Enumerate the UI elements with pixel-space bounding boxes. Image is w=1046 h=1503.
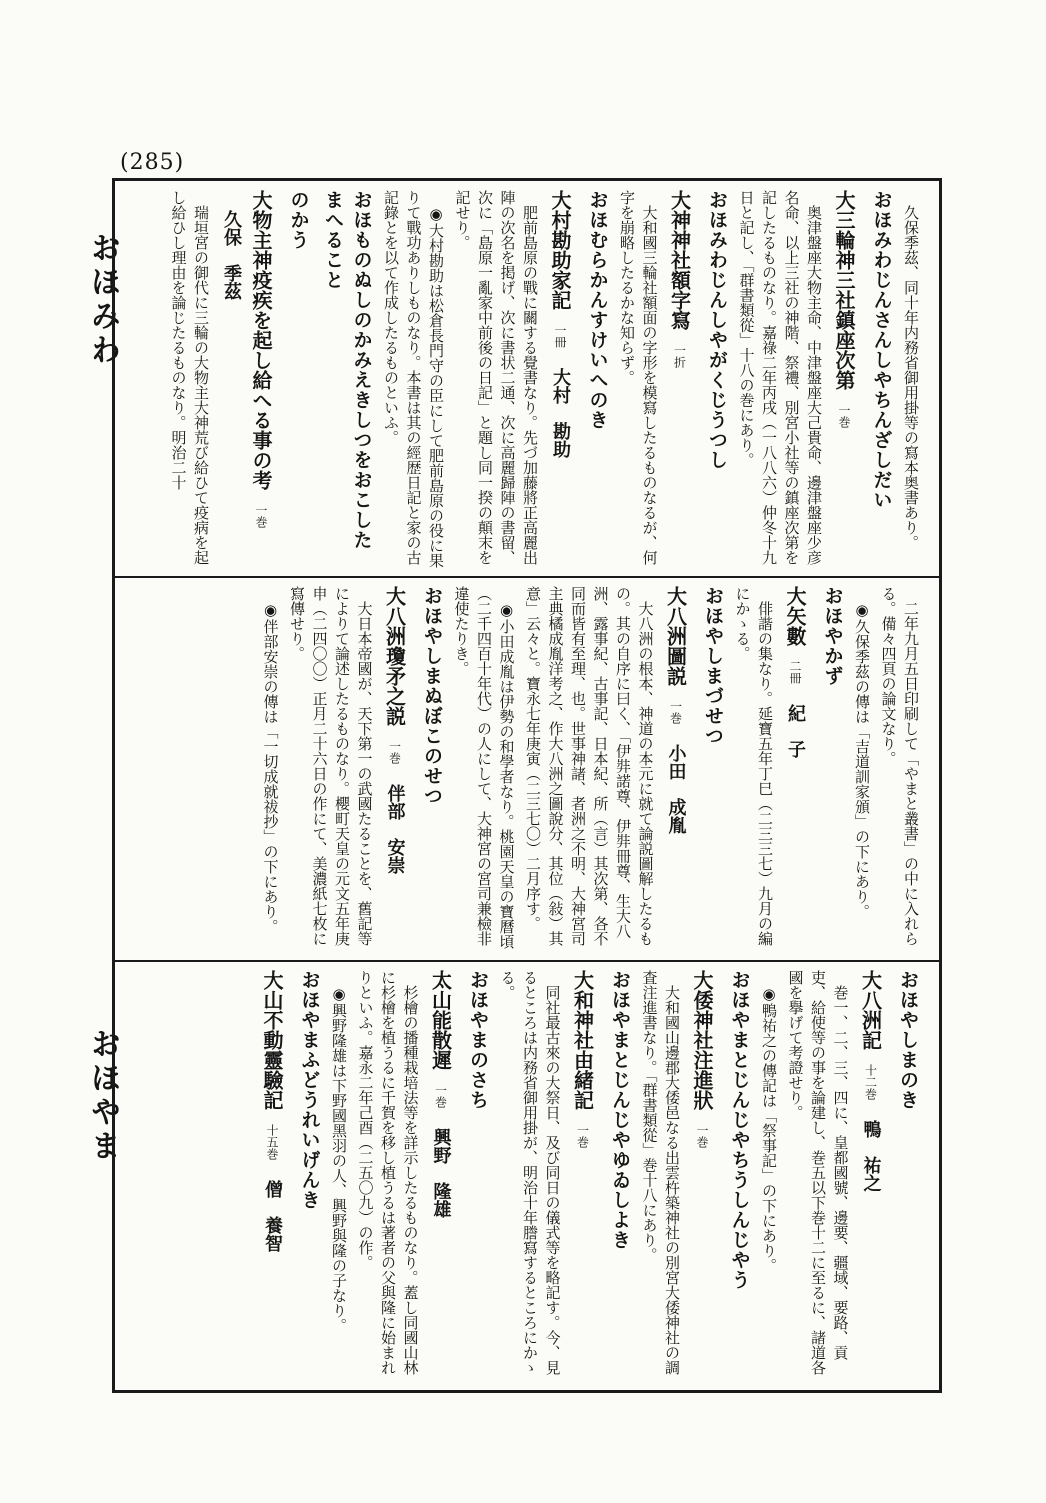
entry-reading-heading: のかう xyxy=(287,190,310,250)
entry-title-line xyxy=(687,970,719,1382)
entry-description: 奥津盤座大物主命、中津盤座大己貴命、邊津盤座少彦名命、以上三社の神階、祭禮、別宮小社等の鎮座次第を記したるものなり。嘉祿二年丙戌（一八八六）仲冬十九日と記し、「群書類從」十八の巻にあり。 xyxy=(737,190,823,565)
entry-reading-heading: おほむらかんすけいへのき xyxy=(586,190,609,430)
text-block xyxy=(328,970,351,1382)
entry-author: 小田 成胤 xyxy=(665,744,687,834)
text-block xyxy=(286,586,376,952)
entry-title-line xyxy=(257,970,289,1382)
text-block xyxy=(638,970,683,1382)
entry-volume: 一巻 xyxy=(254,504,268,528)
entry-volume: 一巻 xyxy=(387,740,402,764)
entry-volume: 一折 xyxy=(672,344,687,368)
entry-description: ◉大村勘助は松倉長門守の臣にして肥前島原の役に果りて戰功ありしものなり。本書は其の經歴日記と家の古記錄とを以て作成したるものといふ。 xyxy=(382,190,445,568)
entry-title: 大神神社額字寫 xyxy=(667,190,692,330)
entry-title-line xyxy=(568,970,600,1382)
text-block xyxy=(496,970,564,1382)
entry-author: 鴨 祐之 xyxy=(860,1120,882,1192)
entry-volume: 一巻 xyxy=(695,1124,709,1148)
text-block xyxy=(851,586,874,952)
entry-title-line xyxy=(661,586,693,952)
entry-reading-heading: おほやまとじんじやちうしんじやう xyxy=(728,970,751,1290)
continued-text: 二年九月五日印刷して「やまと叢書」の中に入れらる。備々四頁の論文なり。 xyxy=(879,586,920,946)
entry-description: ◉久保季茲の傳は「吉道訓家頒」の下にあり。 xyxy=(853,601,871,919)
band-divider xyxy=(112,960,942,962)
entry-author: 紀 子 xyxy=(785,704,806,758)
entry-title-line xyxy=(856,970,888,1382)
entry-volume: 一巻 xyxy=(837,404,851,428)
text-block xyxy=(522,586,657,952)
entry-description: ◉伴部安崇の傳は「一切成就祓抄」の下にあり。 xyxy=(261,601,280,934)
entry-author: 僧 養智 xyxy=(262,1180,283,1252)
entry-volume: 十五巻 xyxy=(265,1124,279,1160)
entry-description: ◉小田成胤は伊勢の和學者なり。桃園天皇の寶曆頃（二千四百十年代）の人にして、大神宮の宮司兼檢非違使たりき。 xyxy=(452,586,516,949)
entry-author: 大村 勘助 xyxy=(550,368,571,458)
entry-title: 大八洲圖説 xyxy=(663,586,688,686)
entry-reading-heading: おほものぬしのかみえきしつをおこしたまへること xyxy=(322,190,373,550)
entry-description: ◉興野隆雄は下野國黑羽の人、興野與隆の子なり。 xyxy=(330,985,348,1333)
entry-title-line xyxy=(545,190,577,568)
text-block xyxy=(900,190,923,568)
entry-reading-heading: おほやしまのき xyxy=(897,970,919,1110)
entry-reading-heading: おほやかず xyxy=(821,586,844,686)
entry-description: 俳諧の集なり。延寶五年丁巳（二三三七）九月の編にかゝる。 xyxy=(733,586,774,946)
text-block xyxy=(784,970,852,1382)
entry-title-line xyxy=(426,970,458,1382)
entry-title-line xyxy=(780,586,812,952)
text-block xyxy=(380,190,448,568)
entry-description: 大八洲の根本、神道の本元に就て論説圖解したるもの。其の自序に曰く、「伊弉諾尊、伊弉冊尊、生大八洲、露事紀、古事記、日本紀、所（言）其次第、各不同而皆有至理、也。世事神諸、者洲之不明、大神宮司主典橘成胤洋考之、作大八洲之圖說分、其位（敍）其意」云々と。寶永七年庚寅（二三七〇）二月序す。 xyxy=(524,586,655,946)
text-block xyxy=(877,586,922,952)
entry-reading-heading: おほやまのさち xyxy=(467,970,489,1110)
entry-volume: 一冊 xyxy=(553,324,567,348)
text-block xyxy=(616,190,661,568)
entry-title: 大三輪神三社鎮座次第 xyxy=(832,190,856,390)
text-band-1 xyxy=(132,190,922,568)
entry-title: 大倭神社注進狀 xyxy=(690,970,714,1110)
entry-title: 大八洲記 xyxy=(858,970,883,1050)
entry-author: 興野 隆雄 xyxy=(430,1128,452,1218)
entry-volume: 十二巻 xyxy=(863,1064,878,1100)
text-block xyxy=(758,970,781,1382)
entry-volume: 一巻 xyxy=(575,1124,590,1148)
page-number: (285) xyxy=(120,150,185,175)
entry-author: 伴部 安崇 xyxy=(384,784,406,874)
entry-title-line xyxy=(380,586,412,952)
entry-description: 巻一、二、三、四に、皇都國號、邊要、疆域、要路、貢吏、給使等の事を論建し、巻五以下巻十二に至るに、諸道各國を擧げて考證せり。 xyxy=(786,970,850,1375)
entry-description: 杉檜の播種栽培法等を詳示したるものなり。蓋し同國山林に杉檜を植うるに千賀を移し植うるは著者の父與隆に始まれりといふ。嘉永二年己酉（二五〇九）の作。 xyxy=(356,970,420,1375)
entry-description: 大和國山邊郡大倭邑なる出雲杵築神社の別宮大倭神社の調査注進書なり。「群書類從」巻十八にあり。 xyxy=(640,970,681,1375)
entry-reading-heading: おほやしまぬぼこのせつ xyxy=(421,586,443,806)
text-block xyxy=(731,586,776,952)
text-block xyxy=(259,586,282,952)
entry-reading-heading: おほやしまづせつ xyxy=(702,586,724,746)
entry-title: 大和神社由緒記 xyxy=(570,970,595,1110)
entry-reading-heading: おほみわじんしやがくじうつし xyxy=(706,190,728,470)
text-block xyxy=(450,586,518,952)
entry-title: 大山不動靈驗記 xyxy=(260,970,284,1110)
entry-title: 大物主神疫疾を起し給へる事の考 xyxy=(249,190,273,490)
text-block xyxy=(735,190,825,568)
entry-title-line xyxy=(665,190,697,568)
text-block xyxy=(167,190,212,568)
entry-title: 大八洲瓊矛之説 xyxy=(382,586,407,726)
entry-description: ◉鴨祐之の傳記は「祭事記」の下にあり。 xyxy=(760,985,778,1273)
text-band-2 xyxy=(132,586,922,952)
text-block xyxy=(451,190,541,568)
entry-title-line xyxy=(829,190,861,568)
band-divider xyxy=(112,576,942,578)
entry-title: 太山能散遲 xyxy=(428,970,453,1070)
continued-text: 久保季茲、同十年内務省御用掛等の寫本奥書あり。 xyxy=(902,205,920,550)
entry-title: 大村勘助家記 xyxy=(548,190,572,310)
margin-index-bottom: おほやま xyxy=(85,1028,120,1164)
entry-author: 久保 季茲 xyxy=(221,210,242,300)
entry-description: 瑞垣宮の御代に三輪の大物主大神荒び給ひて疫病を起し給ひし理由を論じたるものなり。明治二十 xyxy=(169,190,210,565)
entry-volume: 一巻 xyxy=(433,1084,448,1108)
entry-reading-heading: おほやまとじんじやゆゐしよき xyxy=(609,970,631,1250)
entry-description: 同社最古來の大祭日、及び同日の儀式等を略記す。今、見るところは内務省御用掛が、明治十年謄寫するところにかゝる。 xyxy=(498,970,562,1375)
text-block xyxy=(354,970,422,1382)
entry-title: 大矢數 xyxy=(783,586,807,646)
entry-reading-heading: おほみわじんさんしやちんざしだい xyxy=(870,190,893,510)
entry-volume: 二冊 xyxy=(788,660,802,684)
entry-description: 大和國三輪社額面の字形を模寫したるものなるが、何字を崩略したるかな知らず。 xyxy=(618,190,659,565)
entry-reading-heading: おほやまふどうれいげんき xyxy=(298,970,321,1210)
margin-index-top: おほみわ xyxy=(85,232,120,368)
text-band-3 xyxy=(132,970,922,1382)
entry-description: 肥前島原の戰に關する覺書なり。先づ加藤將正高麗出陣の次名を掲げ、次に書状二通、次に高麗歸陣の書留、次に「島原一亂家中前後の日記」と題し同一揆の顛末を記せり。 xyxy=(453,190,539,565)
entry-volume: 一巻 xyxy=(668,700,683,724)
entry-description: 大日本帝國が、天下第一の武國たることを、舊記等によりて論述したるものなり。櫻町天皇の元文五年庚申（二四〇〇）正月二十六日の作にて、美濃紙七枚に寫傳せり。 xyxy=(288,586,374,946)
entry-title-line xyxy=(216,190,278,568)
